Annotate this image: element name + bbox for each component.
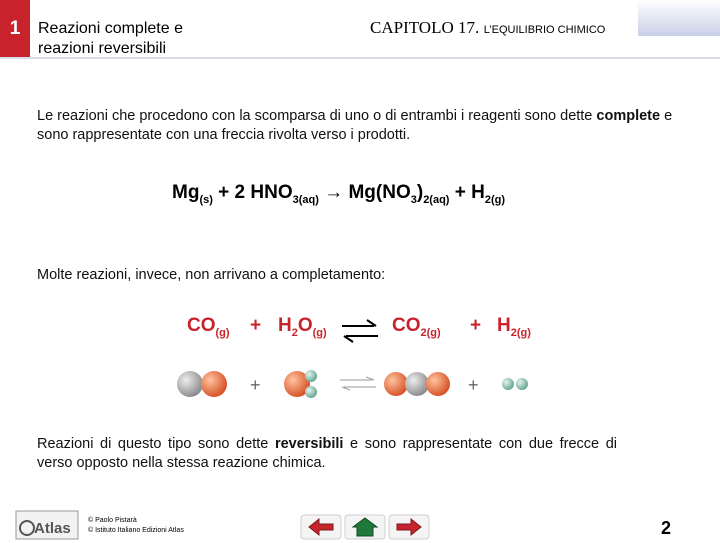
corner-decoration [638,0,720,36]
header-divider [0,57,720,59]
eq2-plus-1: + [250,315,262,336]
eq1-hno3: + 2 HNO [218,182,293,203]
next-slide-button[interactable] [388,514,430,540]
p1-text-b: e sono rappresentate con una freccia rivolta verso i prodotti. [37,108,673,143]
eq2-h2o-o: O [297,315,313,336]
co-molecule [177,371,227,397]
eq1-mg-state: (s) [199,193,213,206]
eq1-mg: Mg [172,182,200,203]
intro-paragraph [37,107,687,145]
eq2-h2-formula: H [497,315,511,336]
eq2-h2 [497,315,531,339]
p3-text-b: e sono rappresentate con due frecce di verso opposto nella stessa reazione chimica. [37,436,618,471]
eq1-product-state: 2(aq) [423,193,450,206]
molecular-model-illustration [170,360,540,410]
home-button[interactable] [344,514,386,540]
eq2-h2-state: 2(g) [510,326,531,339]
chapter-subtitle: L’EQUILIBRIO CHIMICO [483,24,606,36]
eq2-co [187,315,230,339]
p3-bold-term: reversibili [274,436,344,452]
slide-title [38,19,183,59]
eq1-product-sub: 3 [410,193,417,206]
home-icon [344,514,386,540]
eq2-co2-state: 2(g) [420,326,441,339]
p1-text-a: Le reazioni che procedono con la scomparsa di uno o di entrambi i reagenti sono dette [37,108,597,124]
complete-reaction-equation [172,182,505,206]
equilibrium-arrows-small-icon [340,377,376,390]
slide-number: 1 [0,0,30,58]
equilibrium-arrows-icon [340,318,380,344]
eq2-h2o [278,315,327,339]
h2-molecule [502,378,528,390]
eq1-arrow: → [324,182,344,203]
conclusion-paragraph [37,435,617,473]
logo-text: Atlas [34,520,71,537]
molecule-plus-2: + [468,375,479,395]
h2o-molecule [284,370,317,398]
eq2-plus-2: + [470,315,482,336]
chapter-heading [370,18,605,38]
arrow-right-icon [388,514,430,540]
eq2-co2-formula: CO [392,315,421,336]
eq1-product: Mg(NO [348,182,411,203]
previous-slide-button[interactable] [300,514,342,540]
atlas-logo [15,510,79,540]
eq2-h2o-h: H [278,315,292,336]
eq2-co-state: (g) [215,326,230,339]
page-number: 2 [661,518,672,538]
eq2-h2o-sub: 2 [291,326,298,339]
eq2-co-formula: CO [187,315,216,336]
eq1-hno3-state: 3(aq) [292,193,319,206]
eq2-h2o-state: (g) [312,326,327,339]
molecule-plus-1: + [250,375,261,395]
p3-text-a: Reazioni di questo tipo sono dette [37,436,275,452]
eq1-product-close: ) [416,182,424,203]
title-line-2: reazioni reversibili [38,40,167,57]
arrow-left-icon [300,514,342,540]
eq1-h2-state: 2(g) [484,193,506,206]
title-line-1: Reazioni complete e [38,20,183,37]
eq1-h2: + H [454,182,485,203]
copyright-line-1: © Paolo Pistarà [88,517,137,524]
p1-bold-term: complete [596,108,661,124]
copyright [88,516,184,536]
eq2-co2 [392,315,441,339]
copyright-line-2: © Istituto Italiano Edizioni Atlas [88,527,184,534]
second-paragraph: Molte reazioni, invece, non arrivano a completamento: [37,267,386,283]
co2-molecule [384,372,450,396]
chapter-label: CAPITOLO 17. [370,18,480,37]
